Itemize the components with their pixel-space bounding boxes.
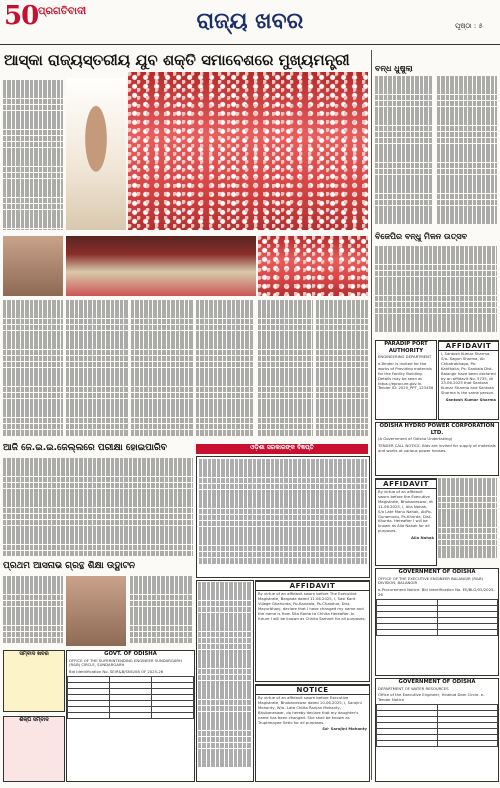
affidavit-2-title: AFFIDAVIT bbox=[376, 479, 436, 489]
right-story-3 bbox=[438, 478, 497, 564]
right-heading-1: ବନ୍ଧ ଧୁଷୁଲା bbox=[375, 64, 413, 73]
story-col-e bbox=[258, 300, 313, 440]
right-story-col1 bbox=[375, 76, 433, 226]
story-col-b bbox=[66, 300, 128, 440]
affidavit-3 bbox=[255, 580, 370, 682]
lead-headline: ଆସ୍କା ରାଜ୍ୟସ୍ତରୀୟ ଯୁବ ଶକ୍ତି ସମାବେଶରେ ମୁଖ୍ୟମନ୍ତ୍ରୀ bbox=[4, 51, 350, 69]
right-story-2 bbox=[375, 246, 497, 336]
affidavit-3-text: By virtue of an affidavit sworn before The Executive Magistrate, Bargada dated 11.06.2025, I, Sasi Kant Village Ghahurda, Po-Kandala, Ps-Chandua, Dist-Mayurbhanj, declare that I have changed my name and the name is from Sita Rama to Chhita Hereafter. In future I will be known as Chhita Samant for all purposes. bbox=[258, 591, 366, 621]
affidavit-1-signature: Santosh Kumar Sharma bbox=[445, 397, 496, 403]
story-col-a bbox=[3, 300, 63, 440]
tender-paradip bbox=[375, 340, 437, 420]
notice-box bbox=[255, 684, 370, 782]
tender-sundargarh-title: GOVT. OF ODISHA bbox=[104, 651, 157, 657]
story-col-c bbox=[131, 300, 193, 440]
tender-water-resources bbox=[375, 678, 499, 782]
tender-water-subtitle: DEPARTMENT OF WATER RESOURCES bbox=[378, 685, 449, 691]
secondary-photo bbox=[66, 576, 126, 646]
gov-notice-box bbox=[196, 456, 370, 578]
small-ad-1 bbox=[3, 650, 65, 712]
tender-water-title: GOVERNMENT OF ODISHA bbox=[398, 679, 476, 685]
gov-notice-banner: ଓଡ଼ିଶା ସରକାରଙ୍କ ବିଜ୍ଞପ୍ତି bbox=[196, 444, 368, 454]
story-col-d bbox=[196, 300, 254, 440]
tender-water-table bbox=[376, 704, 498, 747]
tender-sundargarh-body: Bid Identification No. SE/R&B/SNG/08 OF 2025-26 bbox=[69, 669, 164, 675]
rally-photo-2 bbox=[258, 236, 368, 296]
local-news-box bbox=[196, 580, 254, 782]
secondary-story-2b bbox=[130, 576, 193, 646]
tender-sundargarh-subtitle: OFFICE OF THE SUPERINTENDING ENGINEER SUNDARGARH (R&B) CIRCLE, SUNDARGARH bbox=[69, 657, 182, 668]
small-ad-2-title: ଶିଳ୍ପ ସମ୍ବାଦ bbox=[19, 717, 49, 723]
lead-story-col1 bbox=[3, 80, 63, 230]
affidavit-3-title: AFFIDAVIT bbox=[256, 581, 369, 591]
tender-paradip-body: e-Tender is invited for the works of Providing materials for the Facility Building. Details may be seen at https://eprocure.gov.in. Tender ID: 2025_PPT_123456 bbox=[378, 360, 434, 391]
tender-balangir bbox=[375, 568, 499, 676]
tender-ohpc bbox=[375, 422, 499, 476]
secondary-headline-1: ଆଜି ଜେ.ଇ.ଇ.ଜେଲ୍ଲରେ ପରୀକ୍ଷା ହୋଇପାରିବ bbox=[3, 443, 167, 453]
inset-photo bbox=[3, 236, 63, 296]
small-ad-1-title: ସମ୍ବାଦ ଖବର bbox=[19, 651, 49, 657]
small-ad-2 bbox=[3, 716, 65, 782]
affidavit-1-title: AFFIDAVIT bbox=[439, 341, 498, 351]
notice-signature: Sd- Sarojini Mohanty bbox=[322, 726, 367, 732]
paper-name: ପ୍ରଗତିବାଦୀ bbox=[38, 6, 87, 17]
tender-balangir-table bbox=[376, 599, 498, 636]
column-divider-right bbox=[371, 50, 372, 780]
crowd-photo bbox=[128, 72, 368, 230]
tender-ohpc-subtitle: (A Government of Odisha Undertaking) bbox=[378, 436, 453, 441]
chief-minister-photo bbox=[66, 78, 126, 230]
tender-balangir-body: e-Procurement Notice. Bid Identification No. EE/BLG/02/2025-26 bbox=[378, 587, 495, 598]
affidavit-2-text: By virtue of an affidavit sworn before the Executive Magistrate, Bhubaneswar, dt 11.06.2025, I, Alla Nahak, S/o Late Manu Nahak, At/Po-Gunamudu, Ps-Khurda, Dist-Khurda. Hereafter I will be known as Alla Nahak for all purposes. bbox=[378, 489, 433, 534]
tender-paradip-subtitle: ENGINEERING DEPARTMENT bbox=[378, 354, 432, 359]
notice-title: NOTICE bbox=[256, 685, 369, 695]
tender-ohpc-body: TENDER CALL NOTICE. Bids are invited for supply of materials and works at various power houses. bbox=[378, 442, 496, 453]
masthead bbox=[0, 0, 500, 44]
notice-text: By virtue of an affidavit sworn before Executive Magistrate, Bhubaneswar dated 10.06.2025, I, Sarojini Mohanty, W/o- Late Chitta Ranjan Mohanty, Bhubaneswar, do hereby declare that my daughter's name has been changed. She shall be known as Truptimayee Sethi for all purposes. bbox=[258, 695, 362, 725]
tender-water-body: Office of the Executive Engineer, Hirakud Dam Circle. e-Tender Notice bbox=[378, 692, 485, 703]
right-story-col2 bbox=[437, 76, 497, 226]
affidavit-1 bbox=[438, 340, 499, 420]
tender-paradip-title: PARADIP PORT AUTHORITY bbox=[384, 341, 428, 354]
section-title: ରାଜ୍ୟ ଖବର bbox=[196, 8, 304, 34]
affidavit-2-signature: Alla Nahak bbox=[411, 535, 434, 541]
page-number: ପୃଷ୍ଠା : ୫ bbox=[455, 22, 483, 30]
affidavit-2 bbox=[375, 478, 437, 566]
stage-photo bbox=[66, 236, 256, 296]
tender-sundargarh bbox=[66, 650, 195, 782]
masthead-divider bbox=[0, 44, 500, 45]
anniversary-logo: 50 bbox=[4, 1, 39, 31]
tender-balangir-title: GOVERNMENT OF ODISHA bbox=[398, 569, 476, 575]
tender-ohpc-title: ODISHA HYDRO POWER CORPORATION LTD. bbox=[379, 423, 495, 436]
tender-sundargarh-table bbox=[67, 676, 194, 719]
tender-balangir-subtitle: OFFICE OF THE EXECUTIVE ENGINEER BALANGIR (R&B) DIVISION, BALANGIR bbox=[378, 575, 484, 586]
right-heading-2: ବିଜେପିର ବନ୍ଧୁ ମିଳନ ଉତ୍ସବ bbox=[375, 232, 468, 241]
secondary-story-1 bbox=[3, 458, 193, 558]
secondary-story-2 bbox=[3, 576, 63, 646]
affidavit-1-text: I, Santosh Kumar Sharma, S/o- Sagun Sharma, At: Chhatrabhaga, Po: Kanthalia, Ps: Sankala Dist- Balangir have been declared by an affidavit No. 5735, dt 23.06.2025 that Santosh Kumar Sharma and Santosh Sharma is the same person. bbox=[441, 351, 496, 396]
story-col-f bbox=[316, 300, 368, 440]
secondary-headline-2: ପ୍ରଥମ ଆସନାଭ ଗ୍ରନ୍ଥ ଶିକ୍ଷା ଉଦ୍ଘାଟନ bbox=[3, 561, 136, 571]
